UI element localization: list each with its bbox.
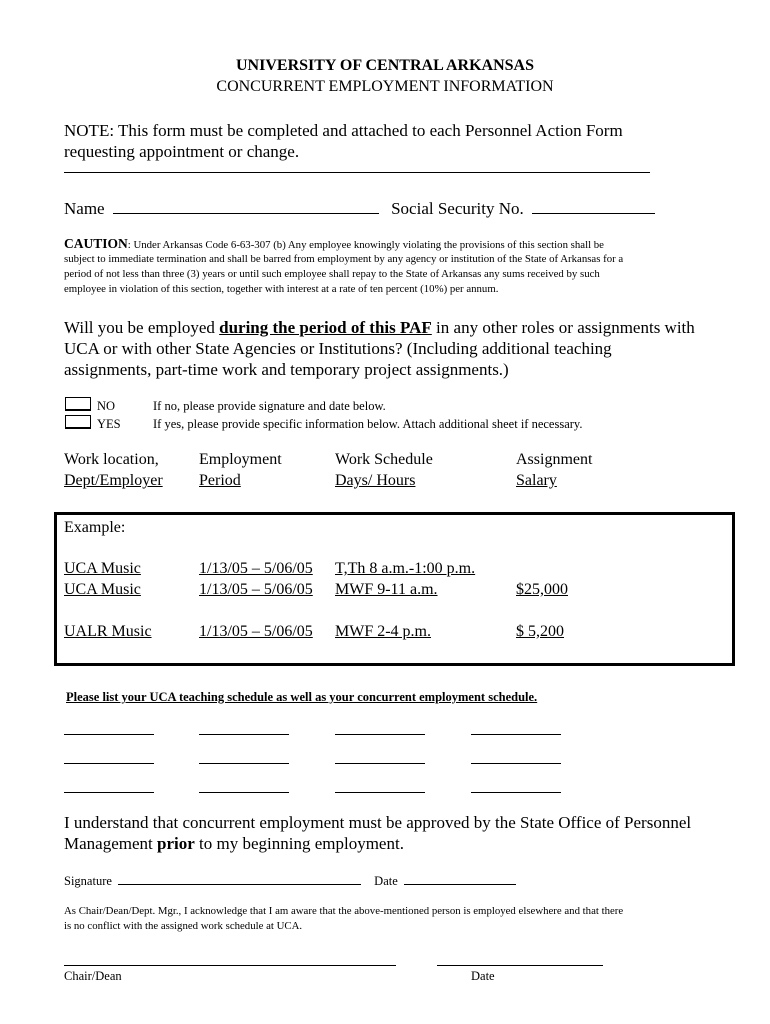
col-period-bottom: Period bbox=[199, 472, 241, 489]
example-row-1-schedule: T,Th 8 a.m.-1:00 p.m. bbox=[335, 560, 476, 577]
note-divider bbox=[64, 172, 650, 173]
acknowledgement-bold: prior bbox=[157, 834, 195, 853]
example-row-1-location: UCA Music bbox=[64, 560, 141, 577]
name-field[interactable] bbox=[113, 198, 379, 214]
chair-statement-line-1: As Chair/Dean/Dept. Mgr., I acknowledge that I am aware that the above-mentioned person is employed elsewhere and that there bbox=[64, 905, 624, 917]
acknowledgement-line-2 bbox=[64, 833, 404, 854]
schedule-blank[interactable] bbox=[64, 792, 154, 793]
no-instruction: If no, please provide signature and date below. bbox=[153, 399, 386, 413]
signature-row bbox=[64, 872, 516, 889]
chair-statement-line-2: is no conflict with the assigned work schedule at UCA. bbox=[64, 920, 303, 932]
ssn-label: Social Security No. bbox=[391, 199, 524, 218]
yes-label: YES bbox=[97, 417, 121, 431]
col-period-top: Employment bbox=[199, 451, 282, 468]
name-label: Name bbox=[64, 199, 105, 218]
name-row bbox=[64, 198, 655, 219]
chair-label: Chair/Dean bbox=[64, 969, 122, 983]
example-row-1-period: 1/13/05 – 5/06/05 bbox=[199, 560, 313, 577]
caution-text-1: : Under Arkansas Code 6-63-307 (b) Any employee knowingly violating the provisions of this section shall be bbox=[127, 239, 604, 251]
date-label: Date bbox=[374, 874, 398, 888]
no-label: NO bbox=[97, 399, 116, 413]
example-row-3-salary: $ 5,200 bbox=[516, 623, 564, 640]
caution-line-4: employee in violation of this section, together with interest at a rate of ten percent (10%) per annum. bbox=[64, 283, 499, 295]
signature-label: Signature bbox=[64, 874, 112, 888]
schedule-blank[interactable] bbox=[199, 763, 289, 764]
yes-checkbox[interactable] bbox=[65, 415, 91, 429]
example-row-3-location: UALR Music bbox=[64, 623, 152, 640]
example-row-2-period: 1/13/05 – 5/06/05 bbox=[199, 581, 313, 598]
schedule-blank[interactable] bbox=[64, 763, 154, 764]
schedule-blank[interactable] bbox=[471, 763, 561, 764]
col-schedule-top: Work Schedule bbox=[335, 451, 433, 468]
schedule-blank[interactable] bbox=[335, 734, 425, 735]
no-checkbox[interactable] bbox=[65, 397, 91, 411]
schedule-blank[interactable] bbox=[335, 763, 425, 764]
col-schedule-bottom: Days/ Hours bbox=[335, 472, 416, 489]
example-row-2-schedule: MWF 9-11 a.m. bbox=[335, 581, 438, 598]
yes-instruction: If yes, please provide specific information below. Attach additional sheet if necessary. bbox=[153, 417, 583, 431]
note-line-2: requesting appointment or change. bbox=[64, 142, 300, 161]
question-line-2: UCA or with other State Agencies or Institutions? (Including additional teaching bbox=[64, 339, 612, 358]
question-part-2: in any other roles or assignments with bbox=[431, 318, 695, 337]
question-emphasis: during the period of this PAF bbox=[219, 318, 432, 337]
schedule-blank[interactable] bbox=[335, 792, 425, 793]
col-location-top: Work location, bbox=[64, 451, 159, 468]
acknowledgement-part-1: Management bbox=[64, 834, 157, 853]
example-label: Example: bbox=[64, 519, 126, 536]
form-title: CONCURRENT EMPLOYMENT INFORMATION bbox=[216, 78, 554, 95]
schedule-blank[interactable] bbox=[471, 792, 561, 793]
schedule-blank[interactable] bbox=[199, 734, 289, 735]
signature-field[interactable] bbox=[118, 872, 361, 885]
question-line-3: assignments, part-time work and temporary project assignments.) bbox=[64, 360, 509, 379]
caution-line-3: period of not less than three (3) years or until such employee shall repay to the State of Arkansas any sums received by such bbox=[64, 268, 600, 280]
caution-line-1 bbox=[64, 235, 604, 253]
date-field[interactable] bbox=[404, 872, 516, 885]
acknowledgement-line-1: I understand that concurrent employment must be approved by the State Office of Personnel bbox=[64, 813, 692, 832]
col-salary-top: Assignment bbox=[516, 451, 593, 468]
schedule-blank[interactable] bbox=[64, 734, 154, 735]
example-row-3-schedule: MWF 2-4 p.m. bbox=[335, 623, 431, 640]
example-row-2-location: UCA Music bbox=[64, 581, 141, 598]
col-location-bottom: Dept/Employer bbox=[64, 472, 163, 489]
schedule-blank[interactable] bbox=[199, 792, 289, 793]
example-row-3-period: 1/13/05 – 5/06/05 bbox=[199, 623, 313, 640]
university-title: UNIVERSITY OF CENTRAL ARKANSAS bbox=[236, 57, 534, 74]
question-part-1: Will you be employed bbox=[64, 318, 220, 337]
chair-date-label: Date bbox=[471, 969, 495, 983]
ssn-field[interactable] bbox=[532, 198, 655, 214]
caution-line-2: subject to immediate termination and shall be barred from employment by any agency or institution of the State of Arkansas for a bbox=[64, 253, 624, 265]
schedule-instruction: Please list your UCA teaching schedule as well as your concurrent employment schedule. bbox=[66, 690, 538, 704]
col-salary-bottom: Salary bbox=[516, 472, 557, 489]
note-line-1: NOTE: This form must be completed and attached to each Personnel Action Form bbox=[64, 121, 623, 140]
caution-label: CAUTION bbox=[64, 236, 128, 251]
example-row-2-salary: $25,000 bbox=[516, 581, 568, 598]
schedule-blank[interactable] bbox=[471, 734, 561, 735]
acknowledgement-part-2: to my beginning employment. bbox=[194, 834, 404, 853]
chair-date-line[interactable] bbox=[437, 965, 603, 966]
chair-signature-line[interactable] bbox=[64, 965, 396, 966]
question-line-1 bbox=[64, 317, 695, 338]
